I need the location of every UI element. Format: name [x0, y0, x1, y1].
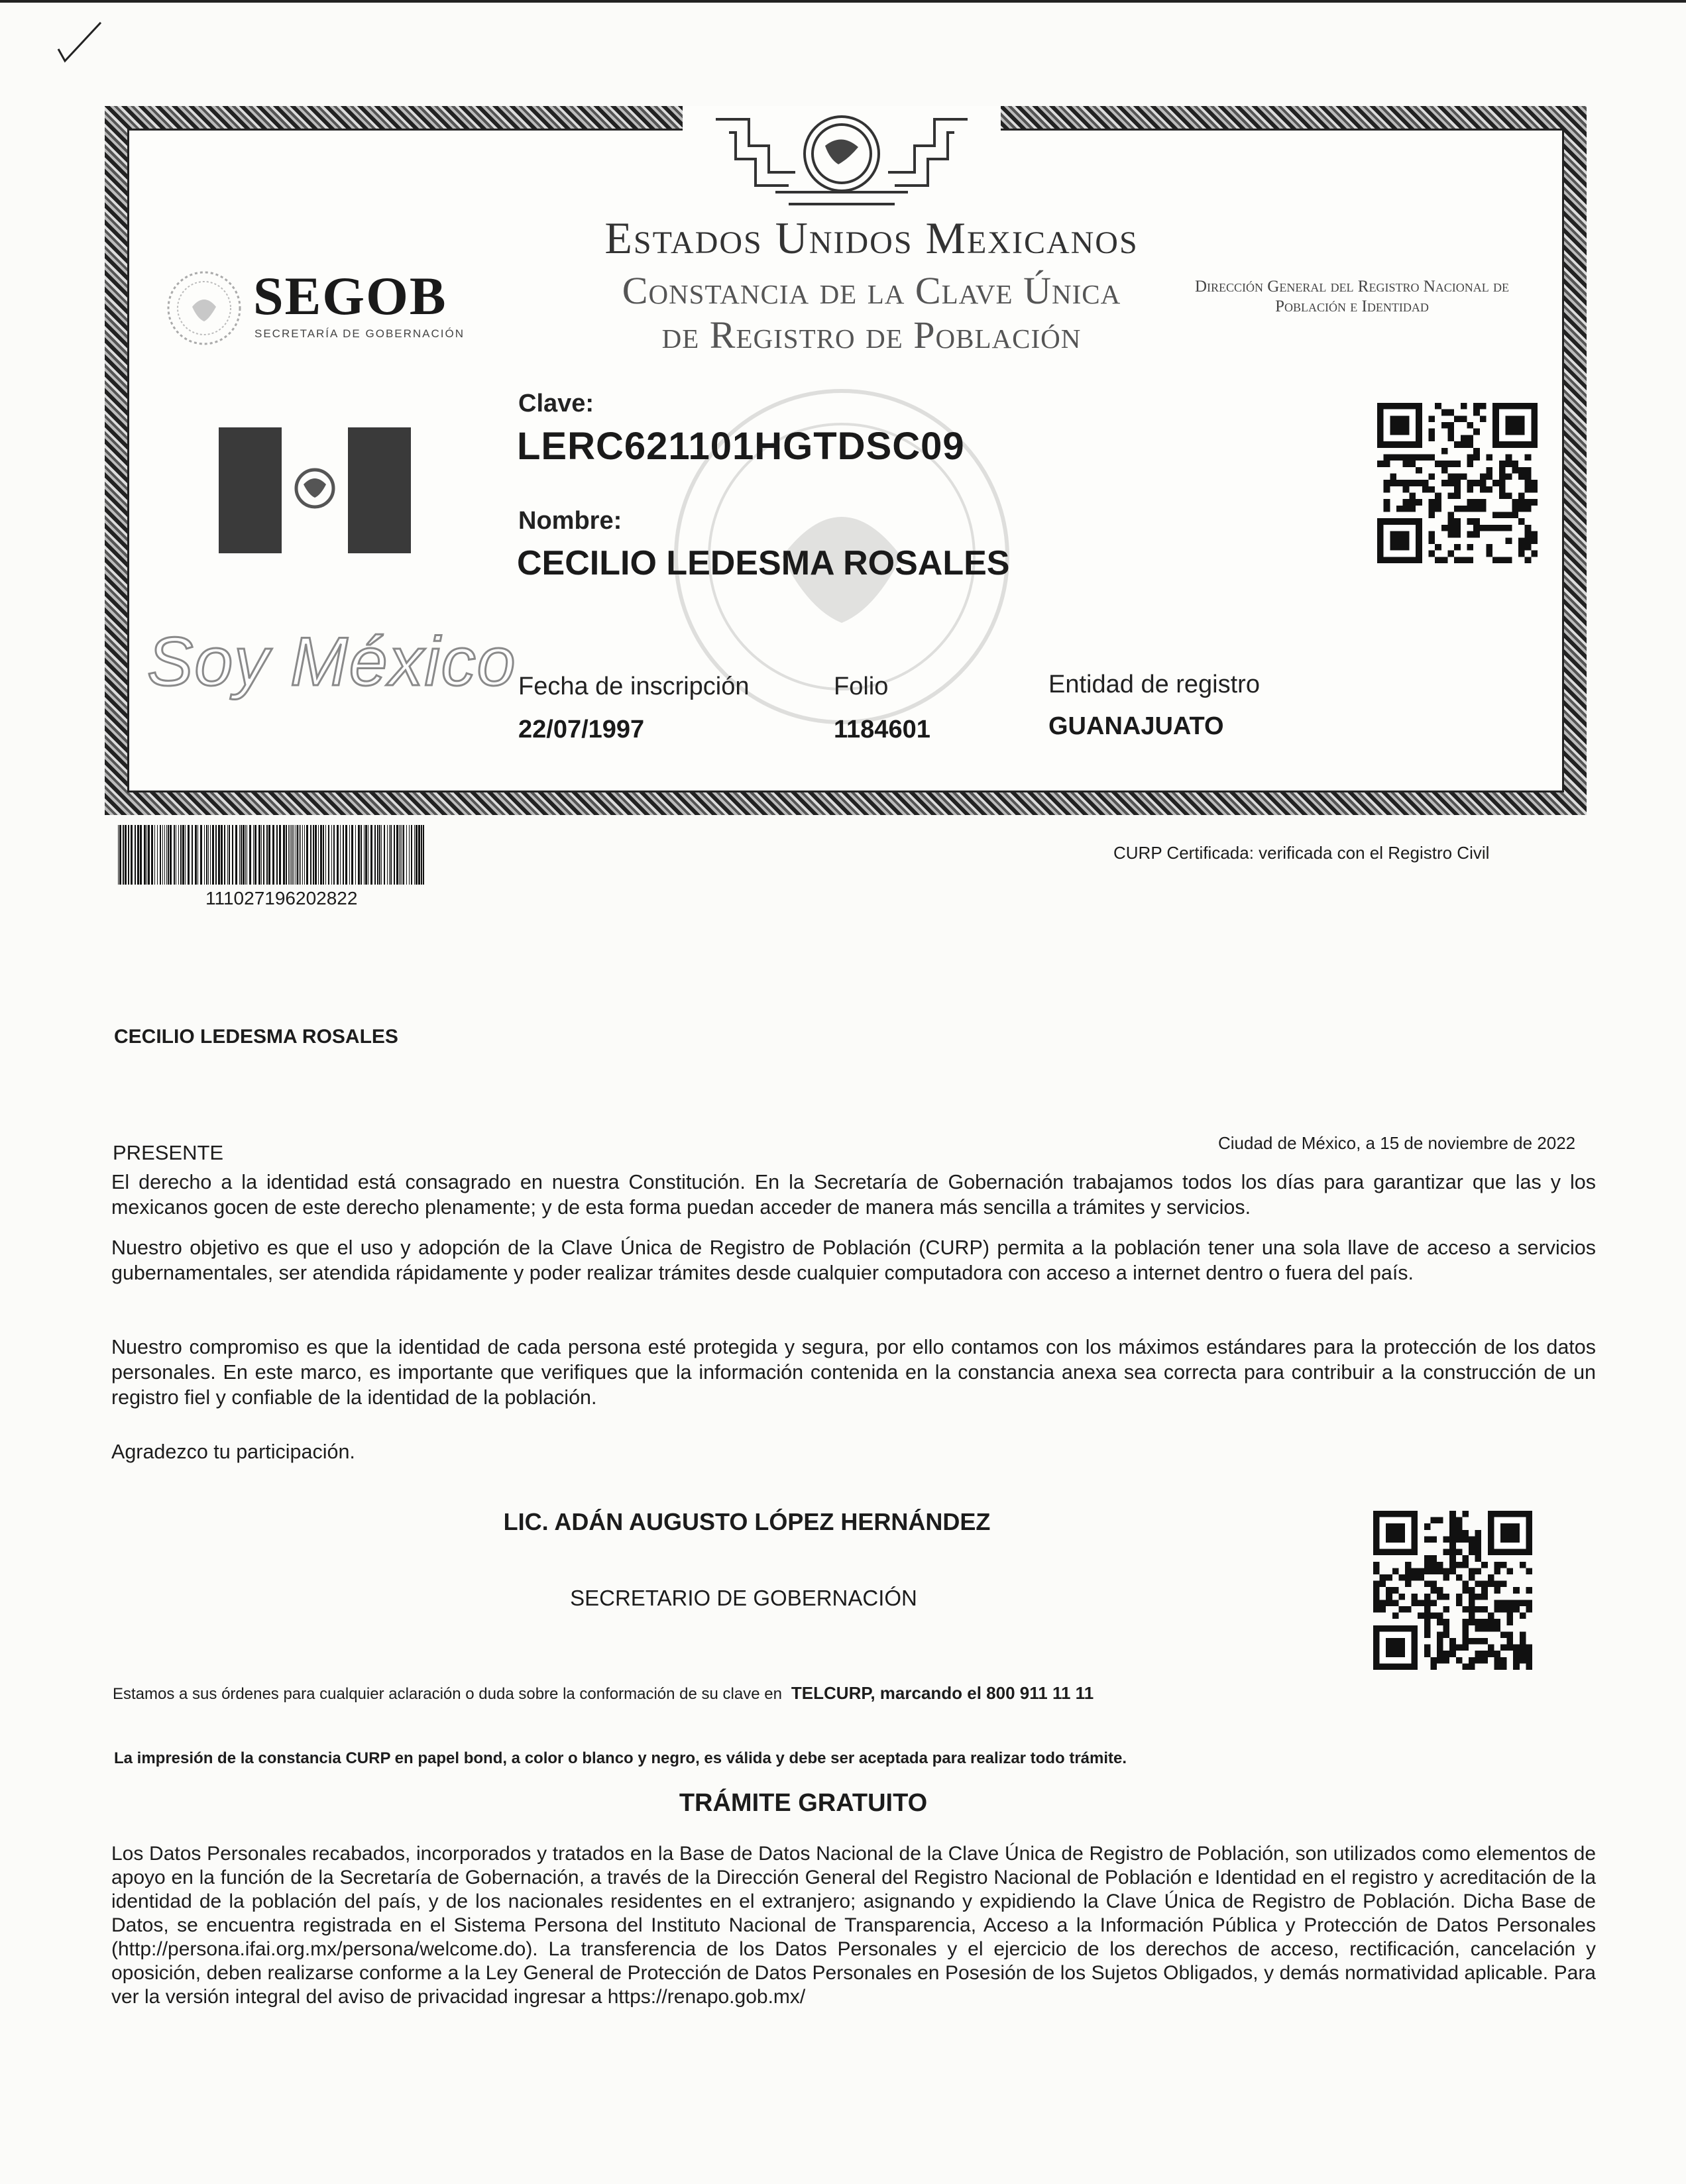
letter-paragraph-3: Nuestro compromiso es que la identidad de cada persona esté protegida y segura, por ello contamos con los máximos estándares para la protección de los datos personales. En este marco, es importante que verifiques que la información contenida en la constancia anexa sea correcta para contribuir a la construcción de un registro fiel y confiable de la identidad de la población. [111, 1336, 1596, 1409]
recipient-name: CECILIO LEDESMA ROSALES [114, 1026, 398, 1048]
barcode-number: 111027196202822 [205, 888, 358, 908]
contact-line [113, 1683, 1094, 1704]
letter-date: Ciudad de México, a 15 de noviembre de 2022 [1218, 1133, 1576, 1153]
contact-text: Estamos a sus órdenes para cualquier aclaración o duda sobre la conformación de su clave en [113, 1685, 782, 1703]
folio-value: 1184601 [834, 716, 930, 743]
fecha-inscripcion-value: 22/07/1997 [518, 716, 645, 743]
letter-paragraph-2: Nuestro objetivo es que el uso y adopción de la Clave Única de Registro de Población (CURP) permita a la población tener una sola llave de acceso a servicios gubernamentales, ser atendida rápidamente y poder realizar trámites desde cualquier computadora con acceso a internet dentro o fuera del país. [111, 1236, 1596, 1284]
issuing-agency: Dirección General del Registro Nacional de Población e Identidad [1194, 278, 1510, 315]
signer-name: LIC. ADÁN AUGUSTO LÓPEZ HERNÁNDEZ [503, 1508, 991, 1535]
tramite-gratuito-heading: TRÁMITE GRATUITO [679, 1789, 928, 1817]
signer-title: SECRETARIO DE GOBERNACIÓN [570, 1586, 917, 1610]
name-value: CECILIO LEDESMA ROSALES [517, 544, 1010, 582]
clave-label: Clave: [518, 390, 594, 417]
entidad-value: GUANAJUATO [1048, 712, 1224, 740]
mexican-flag-icon [219, 427, 411, 553]
privacy-notice: Los Datos Personales recabados, incorporados y tratados en la Base de Datos Nacional de la Clave Única de Registro de Población, son utilizados como elementos de apoyo en la función de la Secretaría de Gobernación, a través de la Dirección General del Registro Nacional de Población e Identidad en el registro y acreditación de la identidad de la población del país, y de los nacionales residentes en el extranjero; asignando y expidiendo la Clave Única de Registro de Población. Dicha Base de Datos, se encuentra registrada en el Sistema Persona del Instituto Nacional de Transparencia, Acceso a la Información Pública y Protección de Datos Personales (http://persona.ifai.org.mx/persona/welcome.do). La transferencia de los Datos Personales y el ejercicio de los derechos de acceso, rectificación, cancelación y oposición, deben realizarse conforme a la Ley General de Protección de Datos Personales en Posesión de los Sujetos Obligados, y demás normatividad aplicable. Para ver la versión integral del aviso de privacidad ingresar a https://renapo.gob.mx/ [111, 1843, 1596, 2008]
curp-value: LERC621101HGTDSC09 [517, 425, 965, 468]
validity-note: La impresión de la constancia CURP en papel bond, a color o blanco y negro, es válida y debe ser aceptada para realizar todo trámite. [114, 1749, 1127, 1767]
checkmark-icon [53, 20, 106, 66]
curp-certification-note: CURP Certificada: verificada con el Registro Civil [1113, 843, 1490, 863]
segob-logo-text: SEGOB [253, 266, 447, 326]
document-title-line2: de Registro de Población [661, 313, 1082, 356]
telcurp-phone: TELCURP, marcando el 800 911 11 11 [791, 1683, 1094, 1703]
national-emblem-icon [689, 106, 994, 212]
fecha-inscripcion-label: Fecha de inscripción [518, 673, 750, 700]
nombre-label: Nombre: [518, 507, 622, 535]
barcode-icon [117, 825, 428, 885]
document-title-line1: Constancia de la Clave Única [622, 269, 1121, 312]
letter-paragraph-4: Agradezco tu participación. [111, 1441, 355, 1463]
entidad-label: Entidad de registro [1048, 671, 1260, 698]
country-title: Estados Unidos Mexicanos [604, 213, 1139, 263]
segob-logo-subtitle: SECRETARÍA DE GOBERNACIÓN [254, 327, 465, 340]
presente-salutation: PRESENTE [113, 1141, 224, 1164]
letter-paragraph-1: El derecho a la identidad está consagrado en nuestra Constitución. En la Secretaría de Gobernación trabajamos todos los días para garantizar que las y los mexicanos gocen de este derecho plenamente; y de esta forma puedan acceder de manera más sencilla a trámites y servicios. [111, 1171, 1596, 1219]
folio-label: Folio [834, 673, 889, 700]
qr-code-icon [1373, 1511, 1532, 1670]
soy-mexico-slogan: Soy México [147, 624, 517, 700]
qr-code-icon [1377, 403, 1538, 563]
scan-edge-line [0, 0, 1686, 3]
segob-seal-icon [164, 268, 244, 348]
